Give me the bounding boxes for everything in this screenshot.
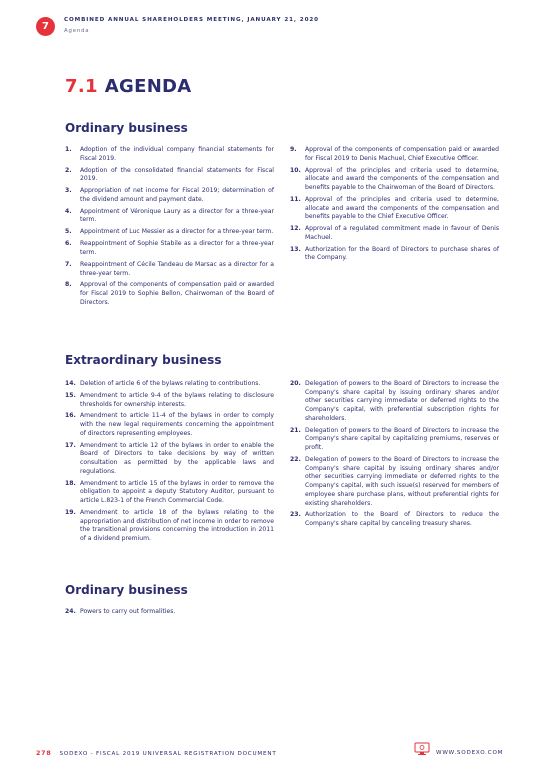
ordinary-business-left-list (65, 146, 274, 311)
agenda-item-text: Deletion of article 6 of the bylaws relating to contributions. (80, 380, 261, 387)
agenda-item (65, 208, 274, 225)
ordinary-business-heading-2: Ordinary business (65, 583, 188, 597)
agenda-item (65, 228, 274, 237)
agenda-item-text: Appropriation of net income for Fiscal 2019; determination of the dividend amount and payment date. (80, 187, 274, 203)
agenda-item-text: Delegation of powers to the Board of Directors to increase the Company's share capital by issuing ordinary shares and/or other securities carrying immediate or deferred rights to the Company's capital, with such issue(s) reserved for members of employee share purchase plans, without preferential rights for existing shareholders. (305, 456, 499, 507)
ordinary-business-right-list (290, 146, 499, 266)
footer-doc-title: SODEXO - FISCAL 2019 UNIVERSAL REGISTRATION DOCUMENT (59, 751, 277, 757)
agenda-item (65, 412, 274, 438)
agenda-item-number: 24. (65, 608, 76, 615)
ordinary-business-heading: Ordinary business (65, 121, 188, 135)
agenda-item (290, 246, 499, 263)
agenda-item-text: Reappointment of Sophie Stabile as a director for a three-year term. (80, 240, 274, 256)
agenda-item-text: Approval of the principles and criteria used to determine, allocate and award the components of the compensation and benefits payable to the Chief Executive Officer. (305, 195, 499, 221)
agenda-item-text: Authorization to the Board of Directors to reduce the Company's share capital by canceling treasury shares. (305, 511, 499, 528)
agenda-item (290, 511, 499, 528)
agenda-item-text: Amendment to article 9-4 of the bylaws relating to disclosure thresholds for ownership interests. (80, 391, 274, 408)
agenda-item-text: Delegation of powers to the Board of Directors to increase the Company's share capital by issuing ordinary shares and/or other securities carrying immediate or deferred rights to the Company's capital, with preferential subscription rights for shareholders. (305, 380, 499, 422)
footer-website[interactable]: WWW.SODEXO.COM (436, 750, 504, 756)
section-number: 7.1 (65, 76, 98, 97)
agenda-item (65, 240, 274, 257)
agenda-item (65, 480, 274, 506)
agenda-item (290, 146, 499, 163)
section-title-text: AGENDA (104, 76, 192, 97)
agenda-item-text: Amendment to article 12 of the bylaws in order to enable the Board of Directors to take decisions by way of written consultation as permitted by the applicable laws and regulations. (80, 441, 274, 475)
agenda-item-number: 13. (290, 245, 301, 253)
footer-document (36, 750, 277, 757)
agenda-item-number: 23. (290, 511, 301, 519)
agenda-item (65, 261, 274, 278)
agenda-item (65, 187, 274, 204)
agenda-item-number: 6. (65, 240, 72, 248)
agenda-item-number: 12. (290, 225, 301, 233)
agenda-item (65, 281, 274, 307)
agenda-item-number: 22. (290, 456, 301, 463)
monitor-icon (414, 742, 430, 756)
agenda-item-number: 5. (65, 228, 72, 236)
agenda-item-number: 4. (65, 207, 72, 215)
extraordinary-business-left-list (65, 380, 274, 547)
agenda-item (65, 509, 274, 544)
extraordinary-business-right-list (290, 380, 499, 532)
agenda-item-text: Appointment of Luc Messier as a director for a three-year term. (80, 228, 274, 236)
agenda-item (290, 225, 499, 242)
agenda-item-number: 9. (290, 146, 297, 153)
page-number: 278 (36, 750, 52, 757)
agenda-item-text: Powers to carry out formalities. (80, 608, 176, 615)
agenda-item (290, 427, 499, 453)
chapter-badge: 7 (36, 17, 55, 36)
extraordinary-business-heading: Extraordinary business (65, 353, 222, 367)
agenda-item-text: Adoption of the individual company financial statements for Fiscal 2019. (80, 146, 274, 162)
agenda-item-text: Adoption of the consolidated financial statements for Fiscal 2019. (80, 166, 274, 183)
agenda-item-number: 21. (290, 426, 301, 434)
agenda-item-number: 2. (65, 166, 72, 174)
agenda-item-text: Authorization for the Board of Directors to purchase shares of the Company. (305, 245, 499, 262)
agenda-item-text: Delegation of powers to the Board of Directors to increase the Company's share capital by capitalizing premiums, reserves or profit. (305, 426, 499, 452)
agenda-item-number: 8. (65, 281, 72, 289)
agenda-item (65, 146, 274, 163)
ordinary-business-2-list (65, 608, 274, 620)
agenda-item-number: 1. (65, 146, 72, 153)
agenda-item-text: Appointment of Véronique Laury as a director for a three-year term. (80, 207, 274, 224)
agenda-item-text: Approval of the components of compensation paid or awarded for Fiscal 2019 to Sophie Bellon, Chairwoman of the Board of Directors. (80, 281, 274, 306)
agenda-item-text: Approval of the principles and criteria used to determine, allocate and award the components of the compensation and benefits payable to the Chairwoman of the Board of Directors. (305, 166, 499, 191)
agenda-item (290, 196, 499, 222)
agenda-item-text: Reappointment of Cécile Tandeau de Marsac as a director for a three-year term. (80, 260, 274, 277)
agenda-item-number: 3. (65, 187, 72, 195)
agenda-item-number: 10. (290, 166, 301, 174)
agenda-item-number: 20. (290, 380, 301, 387)
agenda-item-number: 11. (290, 195, 301, 203)
agenda-item-text: Approval of the components of compensation paid or awarded for Fiscal 2019 to Denis Machuel, Chief Executive Officer. (305, 146, 499, 162)
agenda-item (290, 380, 499, 424)
agenda-item (65, 608, 274, 617)
agenda-item-number: 19. (65, 509, 76, 517)
agenda-item-text: Amendment to article 18 of the bylaws relating to the appropriation and distribution of net income in order to remove the transitional provisions concerning the introduction in 2011 of a dividend premium. (80, 509, 274, 543)
agenda-item-number: 7. (65, 260, 72, 268)
agenda-item-number: 17. (65, 441, 76, 449)
agenda-item-number: 16. (65, 412, 76, 420)
header-title: COMBINED ANNUAL SHAREHOLDERS MEETING, JANUARY 21, 2020 (64, 17, 319, 23)
header-subtitle: Agenda (64, 28, 90, 34)
agenda-item (65, 442, 274, 477)
agenda-item (65, 392, 274, 409)
agenda-item-number: 18. (65, 479, 76, 487)
agenda-item-text: Approval of a regulated commitment made in favour of Denis Machuel. (305, 225, 499, 241)
agenda-item (290, 167, 499, 193)
agenda-item-number: 14. (65, 380, 76, 387)
agenda-item-number: 15. (65, 391, 76, 399)
agenda-item-text: Amendment to article 15 of the bylaws in order to remove the obligation to appoint a deputy Statutory Auditor, pursuant to article L.823-1 of the French Commercial Code. (80, 479, 274, 505)
agenda-item (65, 380, 274, 389)
agenda-item (65, 167, 274, 184)
agenda-item-text: Amendment to article 11-4 of the bylaws in order to comply with the new legal requirements concerning the appointment of directors representing employees. (80, 412, 274, 437)
agenda-item (290, 456, 499, 508)
section-title (65, 76, 192, 97)
